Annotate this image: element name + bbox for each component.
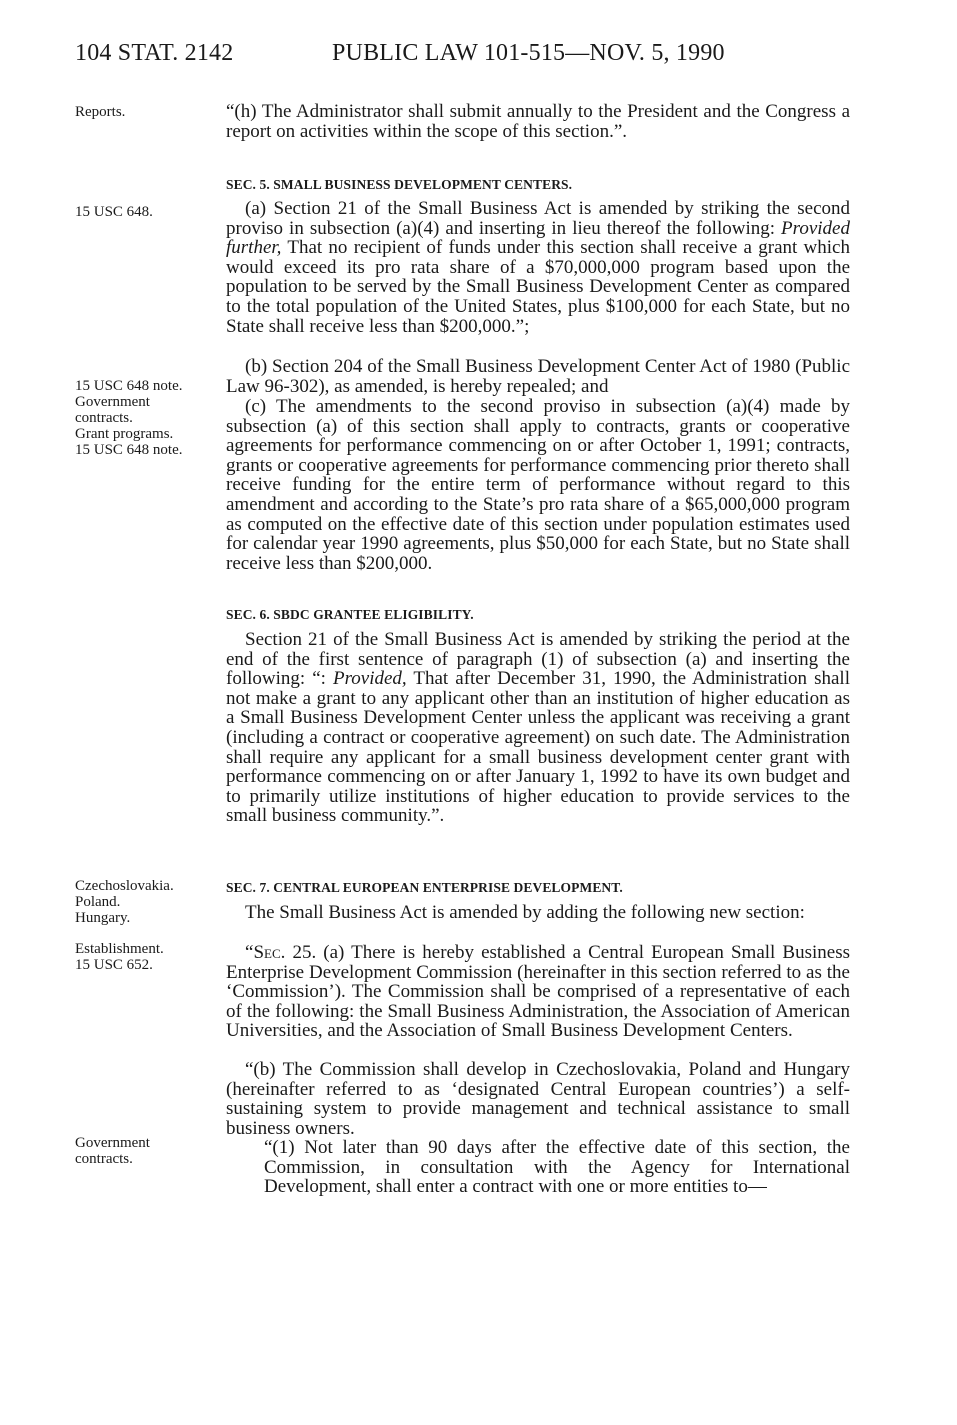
section-5-subsection-b: (b) Section 204 of the Small Business Development Center Act of 1980 (Public Law 96-302), as amended, is hereby repealed; and bbox=[226, 356, 850, 397]
section-5-subsection-c: (c) The amendments to the second proviso in subsection (a)(4) made by subsection (a) of this section shall apply to contracts, grants or cooperative agreements for performance commencing on or after October 1, 1991; contracts, grants or cooperative agreements for performance commencing prior thereto shall receive funding for the entire term of performance without regard to this amendment and according to the State’s pro rata share of a $65,000,000 program as computed on the effective date of this section under population estimates used for calendar year 1990 agreements, plus $50,000 for each State, but no State shall receive less than $200,000. bbox=[226, 396, 850, 574]
margin-note-establishment: Establishment. 15 USC 652. bbox=[75, 941, 164, 973]
section-7-intro: The Small Business Act is amended by adding the following new section: bbox=[245, 902, 805, 923]
section-25-subsection-b: “(b) The Commission shall develop in Czechoslovakia, Poland and Hungary (hereinafter referred to as ‘designated Central European countries’) a self-sustaining system to provide management and technical assistance to small business owners. bbox=[226, 1059, 850, 1139]
section-5-heading: SEC. 5. SMALL BUSINESS DEVELOPMENT CENTERS. bbox=[226, 177, 573, 192]
margin-note-usc-648: 15 USC 648. bbox=[75, 204, 153, 220]
margin-note-countries: Czechoslovakia. Poland. Hungary. bbox=[75, 878, 174, 926]
section-25-paragraph-1: “(1) Not later than 90 days after the effective date of this section, the Commission, in consultation with the Agency for International Development, shall enter a contract with one or more entities to— bbox=[264, 1137, 850, 1198]
paragraph-h: “(h) The Administrator shall submit annually to the President and the Congress a report on activities within the scope of this section.”. bbox=[226, 101, 850, 142]
stat-reference: 104 STAT. 2142 bbox=[75, 40, 234, 66]
margin-note-government-contracts: Government contracts. bbox=[75, 1135, 150, 1167]
law-title: PUBLIC LAW 101-515—NOV. 5, 1990 bbox=[332, 40, 725, 66]
margin-note-group: 15 USC 648 note. Government contracts. Grant programs. 15 USC 648 note. bbox=[75, 378, 183, 458]
section-6-text: Section 21 of the Small Business Act is amended by striking the period at the end of the first sentence of paragraph (1) of subsection (a) and inserting the following: “: Provided, That after December 31, 1990, the Administration shall not make a grant to any applicant other than an institution of higher education as a Small Business Development Center unless the applicant was receiving a grant (including a contract or cooperative agreement) on such date. The Administration shall require any applicant for a small business development center grant with performance commencing on or after January 1, 1992 to have its own budget and to primarily utilize institutions of higher education to provide services to the small business community.”. bbox=[226, 629, 850, 827]
section-25-subsection-a: “Sec. 25. (a) There is hereby established a Central European Small Business Enterprise Development Commission (hereinafter in this section referred to as the ‘Commission’). The Commission shall be comprised of a representative of each of the following: the Small Business Administration, the Association of American Universities, and the Association of Small Business Development Centers. bbox=[226, 942, 850, 1042]
section-7-heading: SEC. 7. CENTRAL EUROPEAN ENTERPRISE DEVELOPMENT. bbox=[226, 880, 623, 895]
margin-note-reports: Reports. bbox=[75, 104, 126, 120]
section-5-subsection-a: (a) Section 21 of the Small Business Act is amended by striking the second proviso in subsection (a)(4) and inserting in lieu thereof the following: Provided further, That no recipient of funds under this section shall receive a grant which would exceed its pro rata share of a $70,000,000 program based upon the population to be served by the Small Business Development Center as compared to the total population of the United States, plus $100,000 for each State, but no State shall receive less than $200,000.”; bbox=[226, 198, 850, 337]
section-6-heading: SEC. 6. SBDC GRANTEE ELIGIBILITY. bbox=[226, 607, 474, 622]
